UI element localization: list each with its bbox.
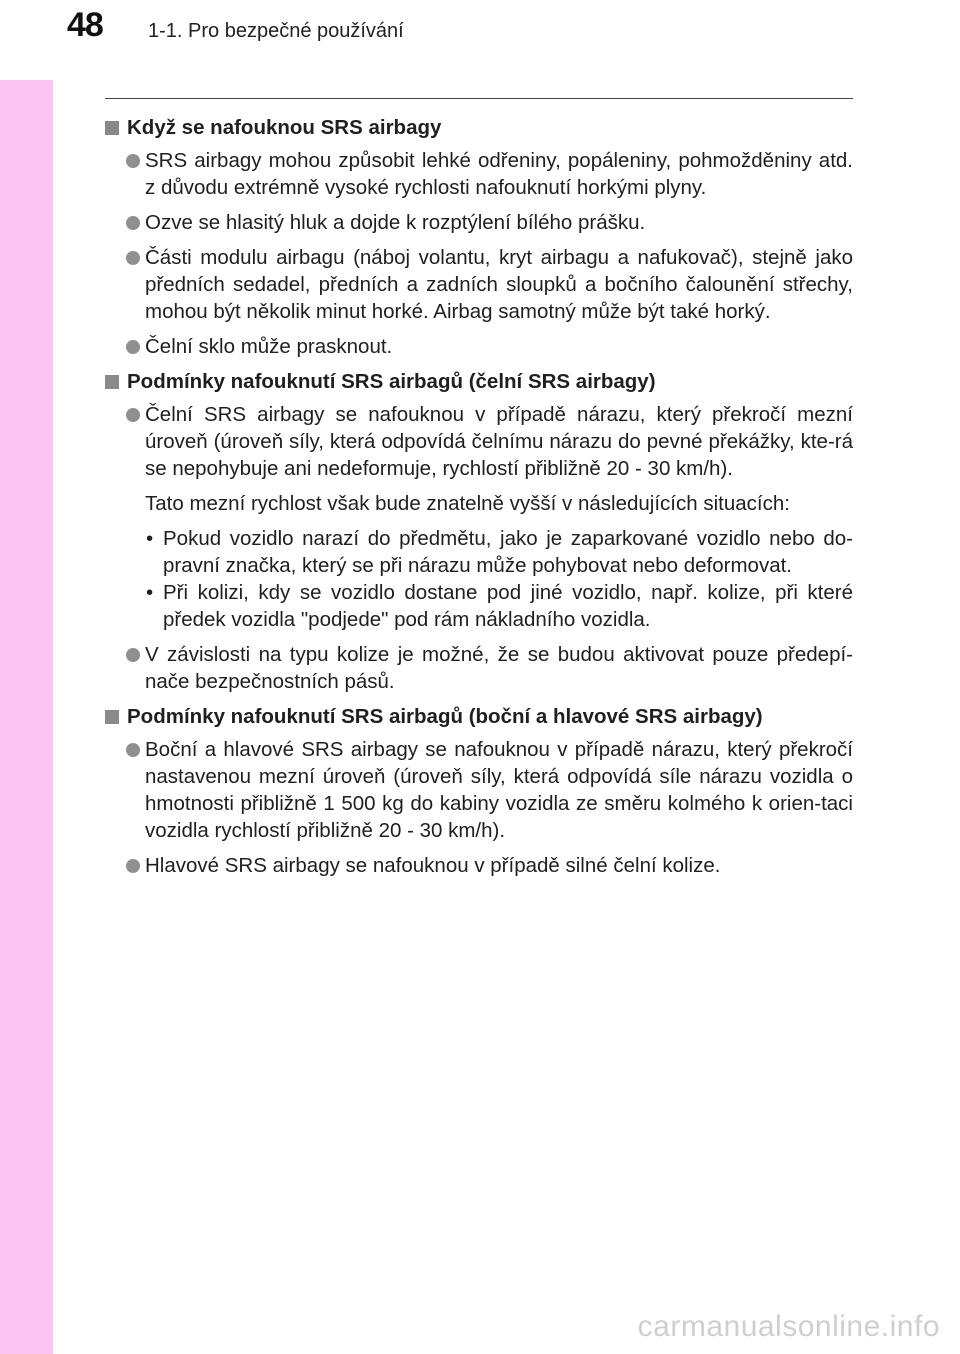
page-content [105,106,853,887]
circle-bullet-icon [126,154,140,168]
list-item [105,852,853,879]
list-item [105,244,853,325]
list-item-text: SRS airbagy mohou způsobit lehké odřeniny, popáleniny, pohmožděniny atd. z důvodu extrémně vysoké rychlosti nafouknutí horkými plyny. [145,149,853,199]
list-item [105,209,853,236]
circle-bullet-icon [126,340,140,354]
paragraph: Tato mezní rychlost však bude znatelně vyšší v následujících situacích: [145,492,790,515]
dot-bullet-icon: • [146,527,154,550]
header-divider [105,98,853,99]
square-bullet-icon [105,375,119,389]
square-bullet-icon [105,710,119,724]
section-heading [105,703,853,730]
sub-list-item [105,525,853,579]
dot-bullet-icon: • [146,581,154,604]
section-heading [105,368,853,395]
watermark-text: carmanualsonline.info [637,1310,940,1343]
sub-list-item [105,579,853,633]
section-title: 1-1. Pro bezpečné používání [148,20,404,42]
heading-text: Když se nafouknou SRS airbagy [127,116,442,139]
circle-bullet-icon [126,648,140,662]
list-item [105,401,853,482]
sub-list-item-text: Pokud vozidlo narazí do předmětu, jako je zaparkované vozidlo nebo do-pravní značka, který se při nárazu může pohybovat nebo deformovat. [163,527,853,577]
sub-list-item-text: Při kolizi, kdy se vozidlo dostane pod jiné vozidlo, např. kolize, při které předek vozidla "podjede" pod rám nákladního vozidla. [163,581,853,631]
list-item-text: V závislosti na typu kolize je možné, že se budou aktivovat pouze předepí-nače bezpečnostních pásů. [145,643,853,693]
list-item [105,736,853,844]
page-number: 48 [67,6,103,44]
circle-bullet-icon [126,859,140,873]
list-item-text: Části modulu airbagu (náboj volantu, kryt airbagu a nafukovač), stejně jako předních sedadel, předních a zadních sloupků a bočního čalounění střechy, mohou být několik minut horké. Airbag samotný může být také horký. [145,246,853,323]
side-tab-strip [0,0,53,1354]
list-item [105,147,853,201]
circle-bullet-icon [126,743,140,757]
page-header [0,0,960,80]
section-heading [105,114,853,141]
circle-bullet-icon [126,251,140,265]
list-item-text: Čelní sklo může prasknout. [145,335,393,358]
list-item-text: Hlavové SRS airbagy se nafouknou v případě silné čelní kolize. [145,854,721,877]
square-bullet-icon [105,121,119,135]
list-item [105,641,853,695]
list-item-text: Ozve se hlasitý hluk a dojde k rozptýlení bílého prášku. [145,211,646,234]
circle-bullet-icon [126,408,140,422]
list-item-text: Čelní SRS airbagy se nafouknou v případě nárazu, který překročí mezní úroveň (úroveň síly, která odpovídá čelnímu nárazu do pevné překážky, kte-rá se nepohybuje ani nedeformuje, rychlostí přibližně 20 - 30 km/h). [145,403,853,480]
list-item [105,333,853,360]
list-item-text: Boční a hlavové SRS airbagy se nafouknou v případě nárazu, který překročí nastavenou mezní úroveň (úroveň síly, která odpovídá síle nárazu vozidla o hmotnosti přibližně 1 500 kg do kabiny vozidla ze směru kolmého k orien-taci vozidla rychlostí přibližně 20 - 30 km/h). [145,738,853,842]
heading-text: Podmínky nafouknutí SRS airbagů (boční a hlavové SRS airbagy) [127,705,763,728]
circle-bullet-icon [126,216,140,230]
heading-text: Podmínky nafouknutí SRS airbagů (čelní SRS airbagy) [127,370,656,393]
